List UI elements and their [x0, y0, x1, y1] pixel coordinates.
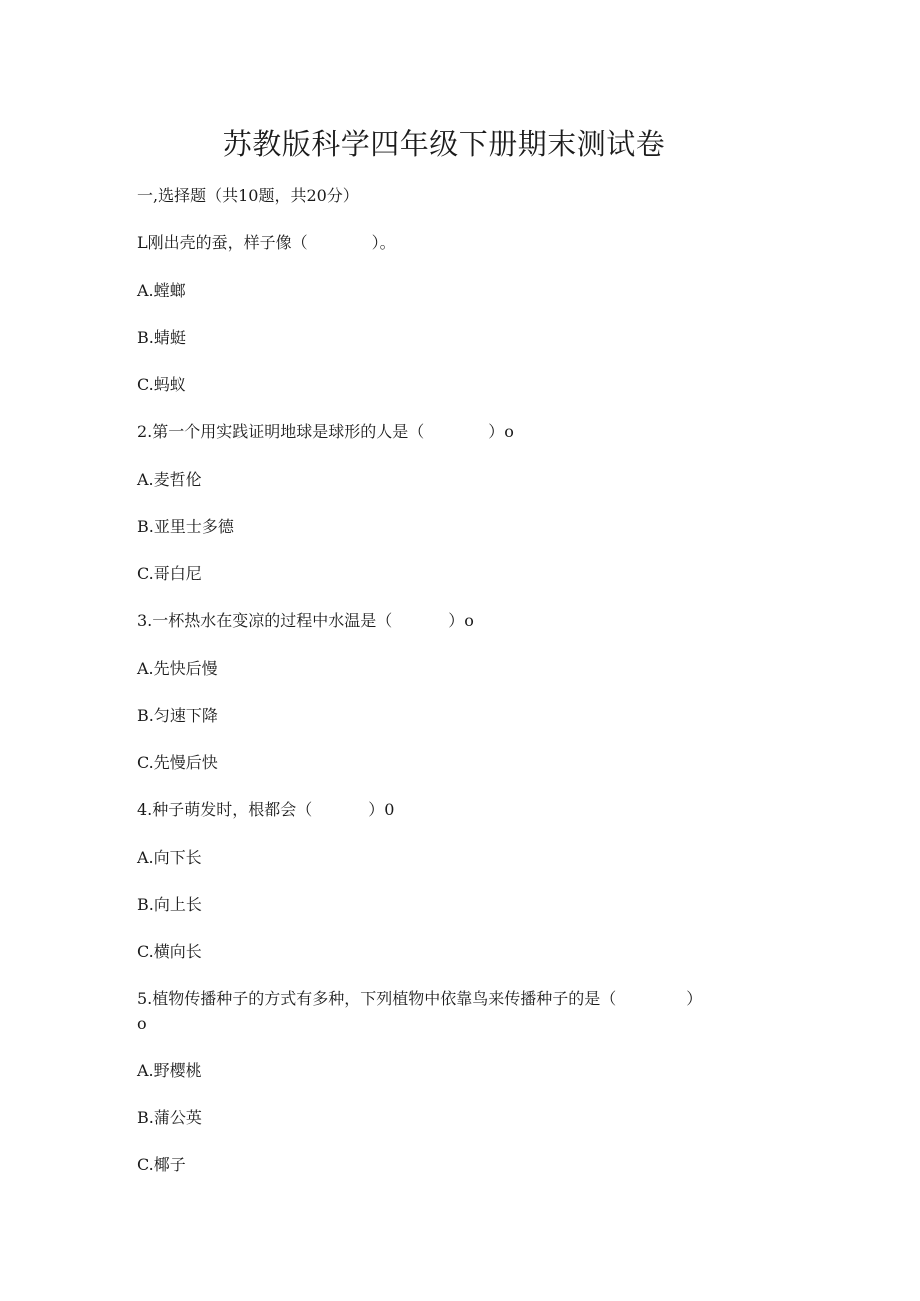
- question-3-option-c: C.先慢后快: [137, 753, 218, 772]
- question-2-stem: [137, 422, 514, 442]
- question-5-option-b: B.蒲公英: [137, 1108, 202, 1127]
- question-1-option-c: C.蚂蚁: [137, 375, 186, 394]
- question-3-option-b: B.匀速下降: [137, 706, 218, 725]
- question-5-text: 5.植物传播种子的方式有多种，下列植物中依靠鸟来传播种子的是（: [137, 989, 617, 1008]
- question-4-option-b: B.向上长: [137, 895, 202, 914]
- question-1-text: L刚出壳的蚕，样子像（: [137, 233, 308, 252]
- question-5-stem-tail: o: [137, 1014, 147, 1033]
- question-5-stem: [137, 989, 702, 1009]
- question-5-option-c: C.椰子: [137, 1155, 186, 1174]
- question-5-option-a: A.野樱桃: [137, 1061, 202, 1080]
- question-2-end: ）o: [488, 422, 514, 441]
- section-heading: 一,选择题（共10题，共20分）: [137, 186, 359, 205]
- question-1-stem: [137, 233, 396, 253]
- question-4-text: 4.种子萌发时，根都会（: [137, 800, 313, 819]
- page-title: 苏教版科学四年级下册期末测试卷: [222, 127, 666, 161]
- question-1-end: ）。: [371, 233, 396, 252]
- question-4-end: ）0: [368, 800, 395, 819]
- question-2-text: 2.第一个用实践证明地球是球形的人是（: [137, 422, 425, 441]
- question-2-option-b: B.亚里士多德: [137, 517, 234, 536]
- question-3-end: ）o: [448, 611, 474, 630]
- question-2-option-c: C.哥白尼: [137, 564, 202, 583]
- question-1-option-a: A.螳螂: [137, 281, 186, 300]
- question-1-option-b: B.蜻蜓: [137, 328, 186, 347]
- question-4-option-c: C.横向长: [137, 942, 202, 961]
- question-2-option-a: A.麦哲伦: [137, 470, 202, 489]
- question-4-stem: [137, 800, 394, 820]
- question-3-stem: [137, 611, 474, 631]
- question-3-text: 3.一杯热水在变凉的过程中水温是（: [137, 611, 393, 630]
- question-3-option-a: A.先快后慢: [137, 659, 218, 678]
- question-4-option-a: A.向下长: [137, 848, 202, 867]
- question-5-end: ）: [686, 989, 703, 1008]
